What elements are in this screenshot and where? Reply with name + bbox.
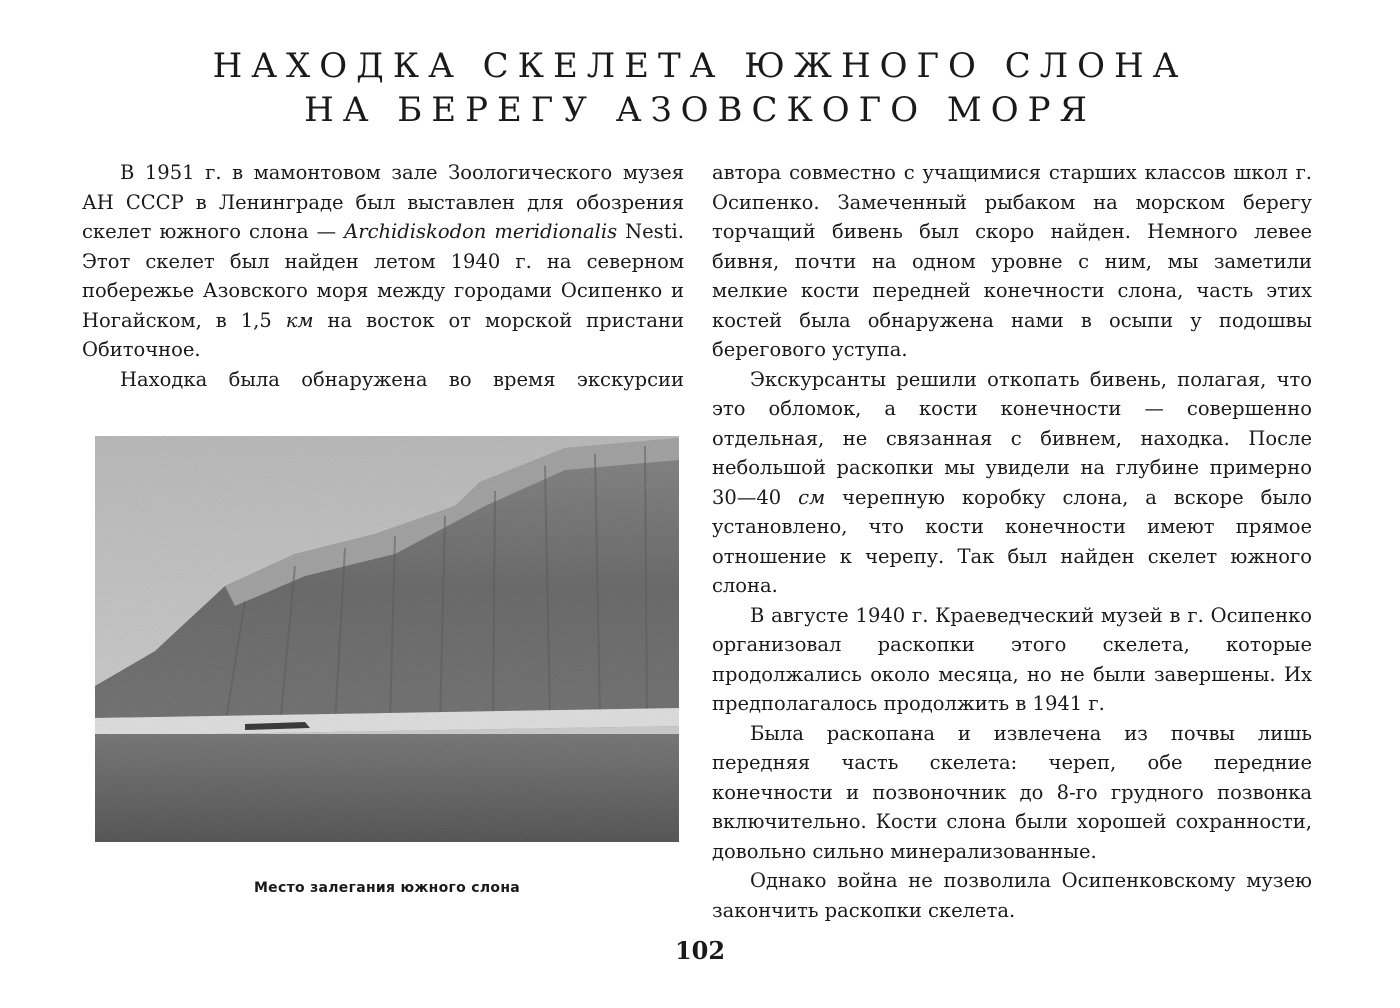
- title-line-2: НА БЕРЕГУ АЗОВСКОГО МОРЯ: [304, 90, 1096, 130]
- left-p1-text-c: на восток от морской пристани Обиточное.: [82, 308, 684, 361]
- title-line-1: НАХОДКА СКЕЛЕТА ЮЖНОГО СЛОНА: [212, 46, 1188, 86]
- right-column: [712, 158, 1312, 925]
- right-paragraph-4: Была раскопана и извлечена из почвы лишь передняя часть скелета: череп, обе передние конечности и позвоночник до 8-го грудного позвонка включительно. Кости слона были хорошей сохранности, довольно сильно минерализованные.: [712, 721, 1312, 863]
- cliff-photo: [95, 436, 679, 842]
- right-p2-text-a: Экскурсанты решили откопать бивень, полагая, что это обломок, а кости конечности — совершенно отдельная, не связанная с бивнем, находка. После небольшой раскопки мы увидели на глубине примерно 30—40: [712, 367, 1312, 509]
- unit-km: км: [285, 308, 314, 332]
- species-name: Archidiskodon meridionalis: [344, 220, 618, 243]
- page-number: 102: [674, 936, 726, 965]
- left-p1-text-a: В 1951 г. в мамонтовом зале Зоологического музея АН СССР в Ленинграде был выставлен для обозрения скелет южного слона —: [82, 161, 684, 243]
- right-paragraph-3: В августе 1940 г. Краеведческий музей в г. Осипенко организовал раскопки этого скелета, которые продолжались около месяца, но не были завершены. Их предполагалось продолжить в 1941 г.: [712, 603, 1312, 715]
- right-p2-text-b: черепную коробку слона, а вскоре было установлено, что кости конечности имеют прямое отношение к черепу. Так был найден скелет южного слона.: [712, 485, 1313, 597]
- left-paragraph-2: Находка была обнаружена во время экскурсии: [120, 367, 684, 391]
- article-title: [0, 44, 1400, 132]
- left-column: [82, 158, 684, 394]
- unit-cm: см: [798, 485, 826, 509]
- right-paragraph-5: Однако война не позволила Осипенковскому музею закончить раскопки скелета.: [712, 869, 1312, 922]
- right-paragraph-2: [712, 365, 1312, 601]
- left-paragraph-1: [82, 158, 684, 365]
- right-paragraph-1: автора совместно с учащимися старших классов школ г. Осипенко. Замеченный рыбаком на морском берегу торчащий бивень был скоро найден. Немного левее бивня, почти на одном уровне с ним, мы заметили мелкие кости передней конечности слона, часть этих костей была обнаружена нами в осыпи у подошвы берегового уступа.: [712, 161, 1312, 361]
- left-p1-text-b: Nesti. Этот скелет был найден летом 1940 г. на северном побережье Азовского моря между городами Осипенко и Ногайском, в 1,5: [82, 220, 684, 332]
- photo-caption: Место залегания южного слона: [253, 880, 521, 896]
